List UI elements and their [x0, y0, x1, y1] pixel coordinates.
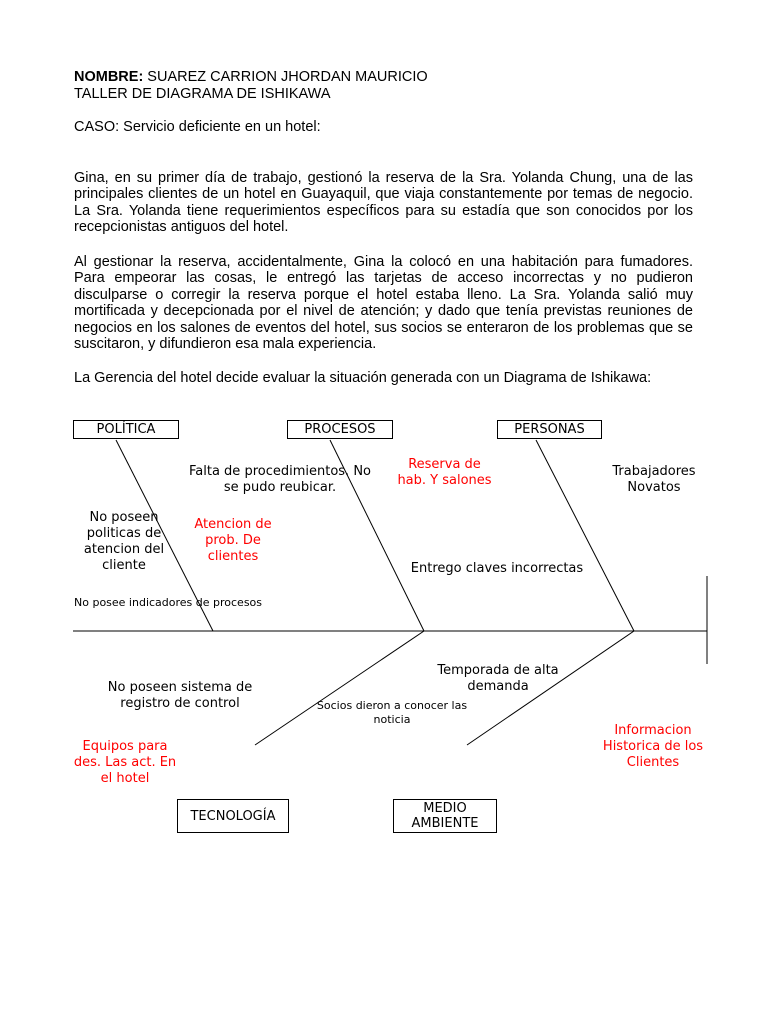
cause-equipos: Equipos para des. Las act. En el hotel [73, 739, 177, 786]
cause-falta-procedimientos: Falta de procedimientos. No se pudo reubicar. [189, 464, 371, 495]
cause-temporada: Temporada de alta demanda [437, 663, 559, 694]
cause-sistema-registro: No poseen sistema de registro de control [107, 680, 253, 711]
cause-informacion-historica: Informacion Historica de los Clientes [602, 723, 704, 770]
cause-reserva-hab: Reserva de hab. Y salones [397, 457, 492, 488]
category-personas: PERSONAS [497, 420, 602, 439]
category-tecnologia: TECNOLOGÍA [177, 799, 289, 833]
nombre-value: SUAREZ CARRION JHORDAN MAURICIO [143, 69, 428, 85]
category-medio-ambiente: MEDIO AMBIENTE [393, 799, 497, 833]
nombre-label: NOMBRE: [74, 69, 144, 85]
cause-trabajadores-novatos: Trabajadores Novatos [612, 464, 696, 495]
cause-politicas-atencion: No poseen politicas de atencion del cliente [83, 510, 165, 573]
caso-title: CASO: Servicio deficiente en un hotel: [74, 119, 321, 135]
cause-atencion-problemas: Atencion de prob. De clientes [194, 517, 272, 564]
cause-indicadores: No posee indicadores de procesos [74, 596, 263, 609]
taller-title: TALLER DE DIAGRAMA DE ISHIKAWA [74, 86, 331, 102]
paragraph-1: Gina, en su primer día de trabajo, gestionó la reserva de la Sra. Yolanda Chung, una de las principales clientes de un hotel en Guayaquil, que viaja constantemente por temas de negocio. La Sra. Yolanda tiene requerimientos específicos para su estadía que son conocidos por los recepcionistas antiguos del hotel. [74, 170, 693, 236]
paragraph-3: La Gerencia del hotel decide evaluar la situación generada con un Diagrama de Ishikawa: [74, 370, 652, 386]
cause-socios: Socios dieron a conocer las noticia [316, 699, 468, 726]
cause-claves-incorrectas: Entrego claves incorrectas [410, 561, 584, 576]
category-procesos: PROCESOS [287, 420, 393, 439]
category-politica: POLÍTICA [73, 420, 179, 439]
paragraph-2: Al gestionar la reserva, accidentalmente, Gina la colocó en una habitación para fumadores. Para empeorar las cosas, le entregó las tarjetas de acceso incorrectas y no pudieron disculparse o corregir la reserva porque el hotel estaba lleno. La Sra. Yolanda salió muy mortificada y decepcionada por el nivel de atención; y dado que tenía previstas reuniones de negocios en los salones de eventos del hotel, sus socios se enteraron de los problemas que se suscitaron, y difundieron esa mala experiencia. [74, 254, 693, 353]
bone-tecnologia [255, 631, 424, 745]
